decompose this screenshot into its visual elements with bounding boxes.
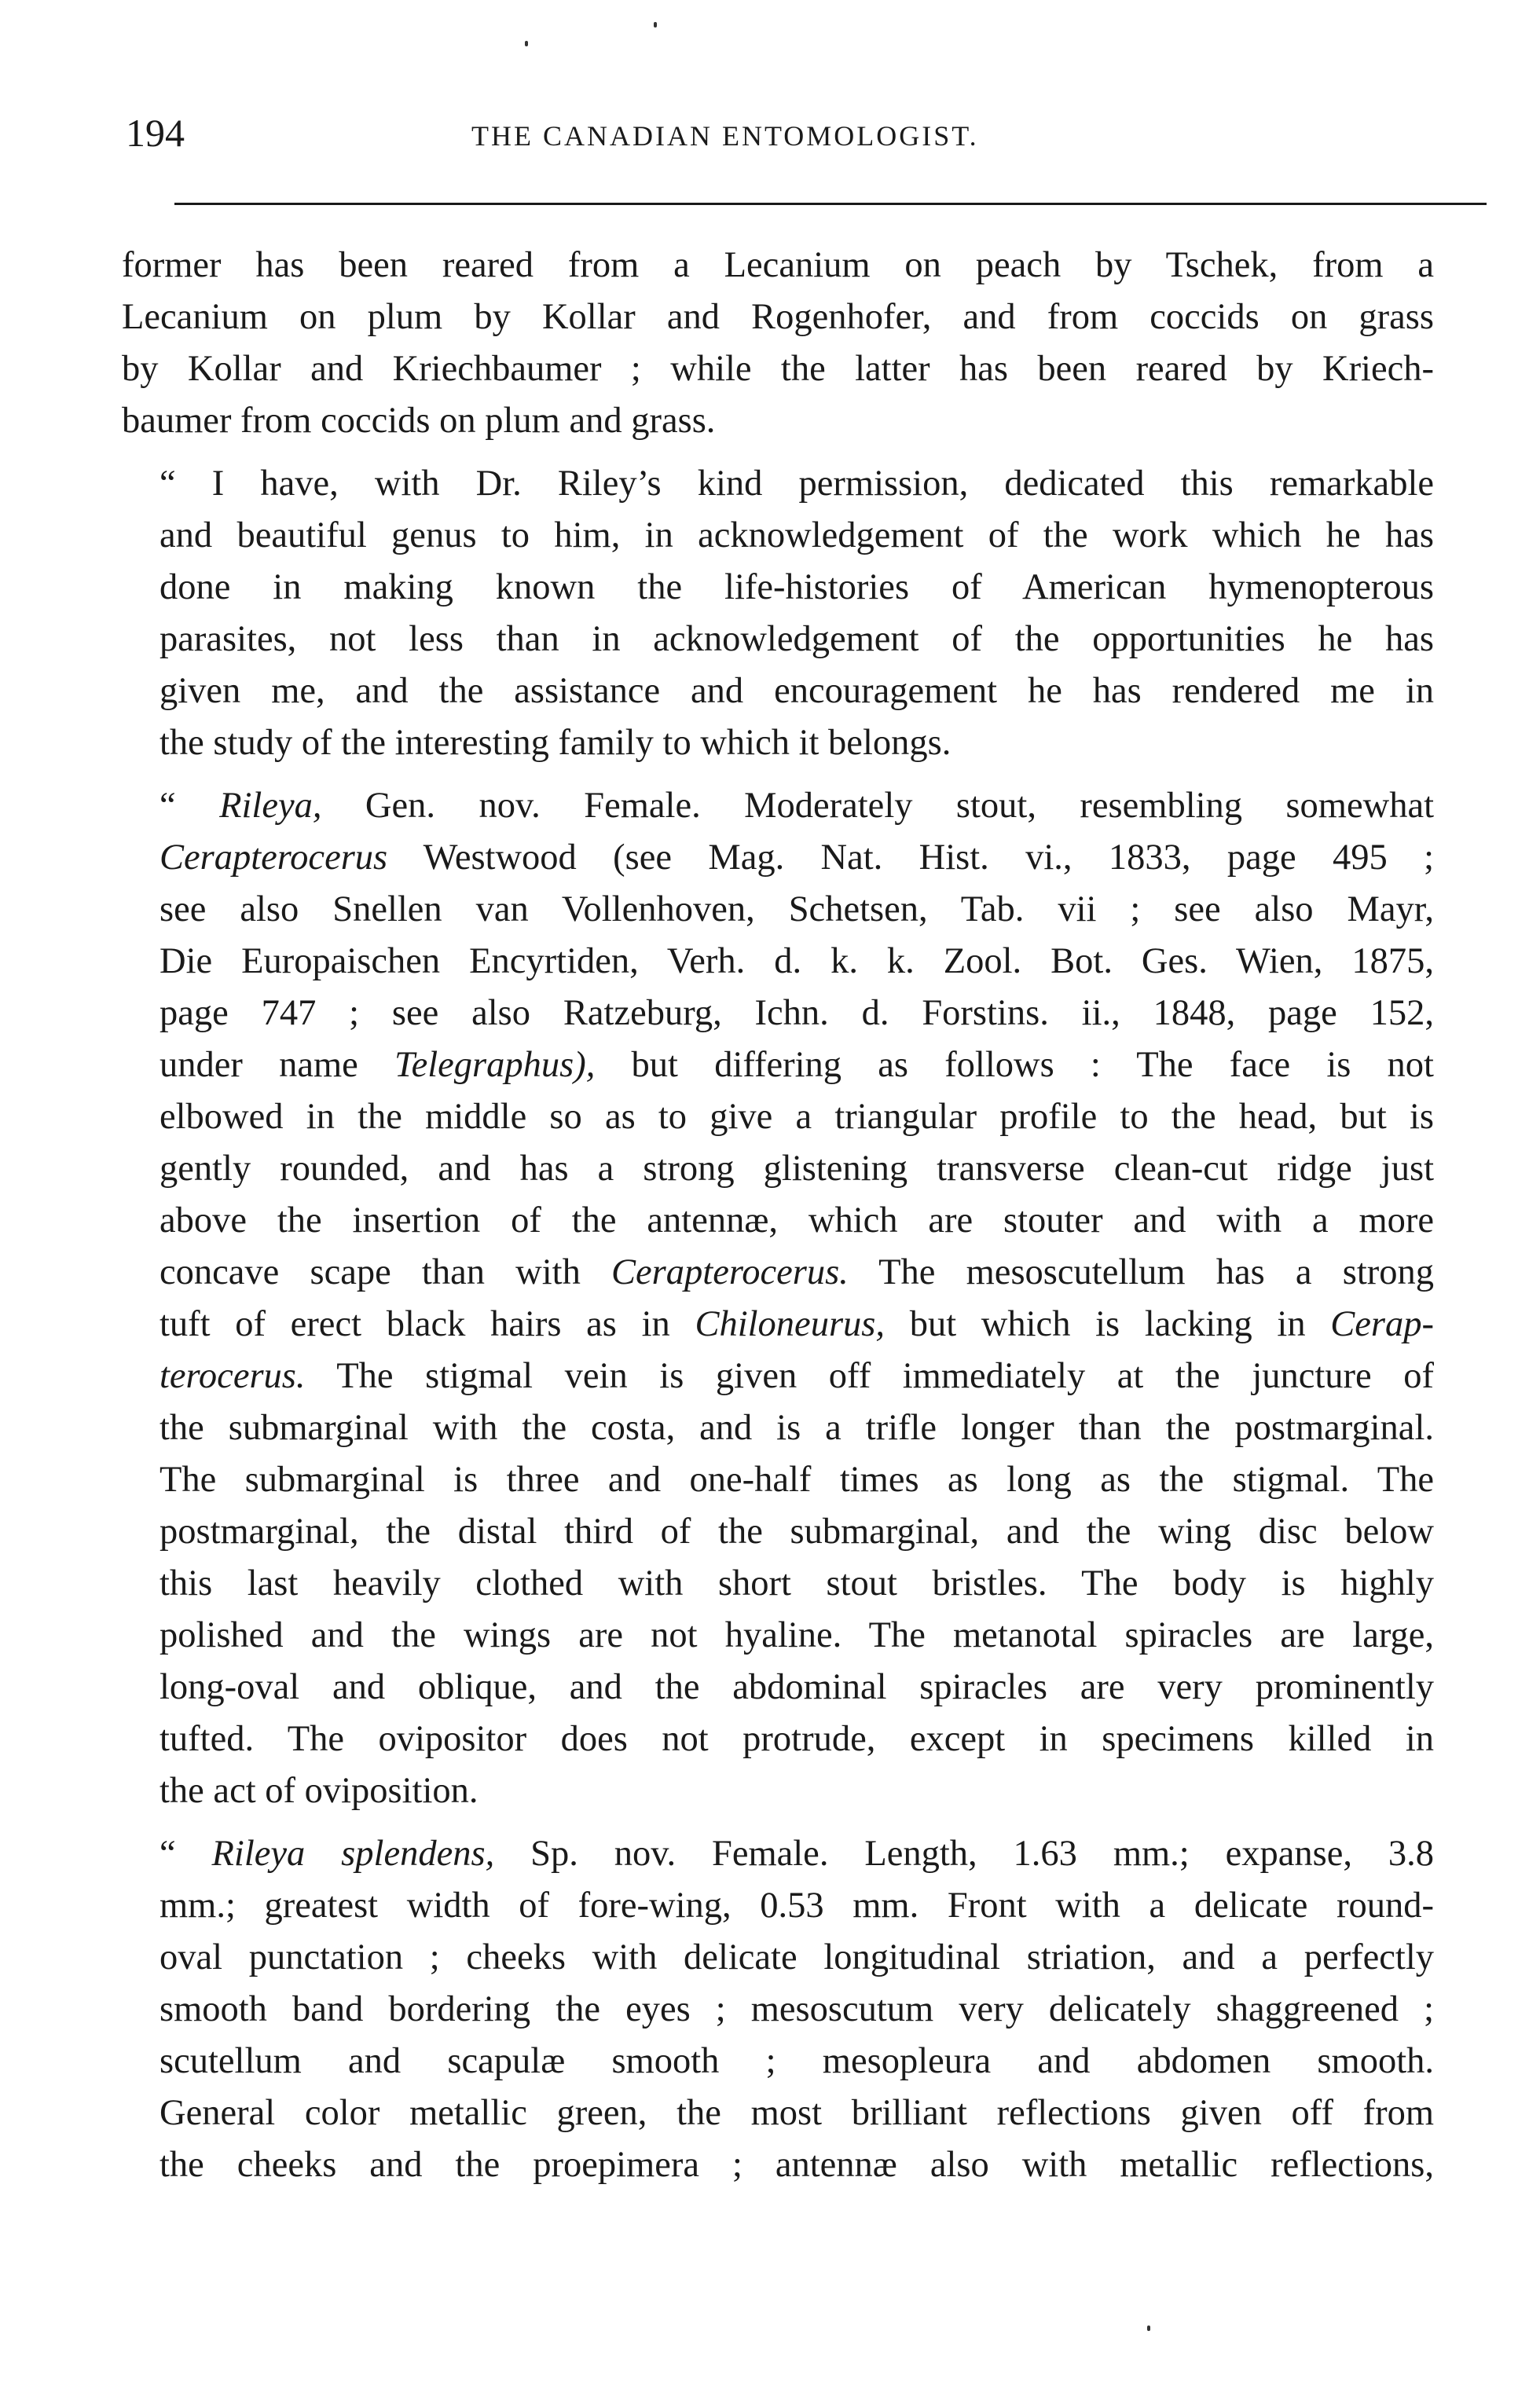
- text-line: “ I have, with Dr. Riley’s kind permission, dedicated this remarkable: [160, 464, 1434, 504]
- body-text: [122, 240, 1434, 2191]
- text-line: polished and the wings are not hyaline. The metanotal spiracles are large,: [160, 1615, 1434, 1655]
- header-rule: [174, 203, 1487, 205]
- paragraph-4: [122, 1828, 1434, 2191]
- paragraph-1: [122, 240, 1434, 447]
- paragraph-3: [122, 780, 1434, 1817]
- text-line: long-oval and oblique, and the abdominal spiracles are very prominently: [160, 1667, 1434, 1707]
- text-line: General color metallic green, the most brilliant reflections given off from: [160, 2093, 1434, 2133]
- text-line: postmarginal, the distal third of the submarginal, and the wing disc below: [160, 1512, 1434, 1552]
- text-line: Lecanium on plum by Kollar and Rogenhofer, and from coccids on grass: [122, 297, 1434, 337]
- open-quote: “: [160, 786, 220, 826]
- genus-name: Chiloneurus,: [695, 1304, 886, 1344]
- page-number: 194: [126, 111, 185, 155]
- text-line: “ Rileya splendens, Sp. nov. Female. Length, 1.63 mm.; expanse, 3.8: [160, 1834, 1434, 1874]
- paragraph-2: [122, 458, 1434, 769]
- species-name: Rileya splendens,: [211, 1834, 495, 1874]
- text-line: former has been reared from a Lecanium on peach by Tschek, from a: [122, 245, 1434, 285]
- text-line: elbowed in the middle so as to give a triangular profile to the head, but is: [160, 1097, 1434, 1137]
- text-line: tuft of erect black hairs as in Chiloneurus, but which is lacking in Cerap-: [160, 1304, 1435, 1344]
- text-line: concave scape than with Cerapterocerus. The mesoscutellum has a strong: [160, 1252, 1435, 1292]
- running-title: THE CANADIAN ENTOMOLOGIST.: [471, 120, 979, 152]
- scan-speck: [525, 41, 528, 46]
- text-line: given me, and the assistance and encouragement he has rendered me in: [160, 671, 1434, 711]
- text-line: oval punctation ; cheeks with delicate longitudinal striation, and a perfectly: [160, 1937, 1434, 1977]
- text-line: the submarginal with the costa, and is a trifle longer than the postmarginal.: [160, 1408, 1434, 1448]
- text-line: mm.; greatest width of fore-wing, 0.53 mm. Front with a delicate round-: [160, 1886, 1434, 1926]
- text-line: Die Europaischen Encyrtiden, Verh. d. k. k. Zool. Bot. Ges. Wien, 1875,: [160, 941, 1434, 981]
- text-line: by Kollar and Kriechbaumer ; while the latter has been reared by Kriech-: [122, 349, 1434, 389]
- genus-name: Cerap-: [1330, 1304, 1435, 1344]
- text-line: scutellum and scapulæ smooth ; mesopleura and abdomen smooth.: [160, 2041, 1434, 2081]
- text-line: baumer from coccids on plum and grass.: [122, 401, 716, 441]
- text-line: “ Rileya, Gen. nov. Female. Moderately stout, resembling somewhat: [160, 786, 1435, 826]
- text-line: The submarginal is three and one-half times as long as the stigmal. The: [160, 1460, 1434, 1500]
- open-quote: “: [160, 1834, 212, 1874]
- text-line: tufted. The ovipositor does not protrude, except in specimens killed in: [160, 1719, 1434, 1759]
- text-line: the cheeks and the proepimera ; antennæ also with metallic reflections,: [160, 2145, 1434, 2185]
- genus-name: terocerus.: [160, 1356, 306, 1396]
- text-line: the act of oviposition.: [160, 1771, 478, 1811]
- genus-name: Rileya,: [219, 786, 322, 826]
- text-line: the study of the interesting family to which it belongs.: [160, 723, 952, 763]
- genus-name: Cerapterocerus: [160, 837, 388, 878]
- text-line: this last heavily clothed with short stout bristles. The body is highly: [160, 1563, 1434, 1604]
- text-line: terocerus. The stigmal vein is given off immediately at the juncture of: [160, 1356, 1434, 1396]
- scan-speck: [654, 22, 657, 27]
- scan-speck: [1147, 2326, 1150, 2331]
- text-line: parasites, not less than in acknowledgement of the opportunities he has: [160, 619, 1434, 659]
- text-line: above the insertion of the antennæ, which are stouter and with a more: [160, 1200, 1434, 1241]
- text-line: page 747 ; see also Ratzeburg, Ichn. d. Forstins. ii., 1848, page 152,: [160, 993, 1434, 1033]
- text-line: under name Telegraphus), but differing as follows : The face is not: [160, 1045, 1434, 1085]
- text-line: Cerapterocerus Westwood (see Mag. Nat. Hist. vi., 1833, page 495 ;: [160, 837, 1434, 878]
- text-line: done in making known the life-histories of American hymenopterous: [160, 567, 1434, 607]
- text-line: smooth band bordering the eyes ; mesoscutum very delicately shaggreened ;: [160, 1989, 1434, 2029]
- text-line: gently rounded, and has a strong glistening transverse clean-cut ridge just: [160, 1149, 1434, 1189]
- genus-name: Telegraphus),: [394, 1045, 596, 1085]
- text-line: see also Snellen van Vollenhoven, Schetsen, Tab. vii ; see also Mayr,: [160, 889, 1434, 929]
- genus-name: Cerapterocerus.: [611, 1252, 849, 1292]
- text-line: and beautiful genus to him, in acknowledgement of the work which he has: [160, 515, 1434, 555]
